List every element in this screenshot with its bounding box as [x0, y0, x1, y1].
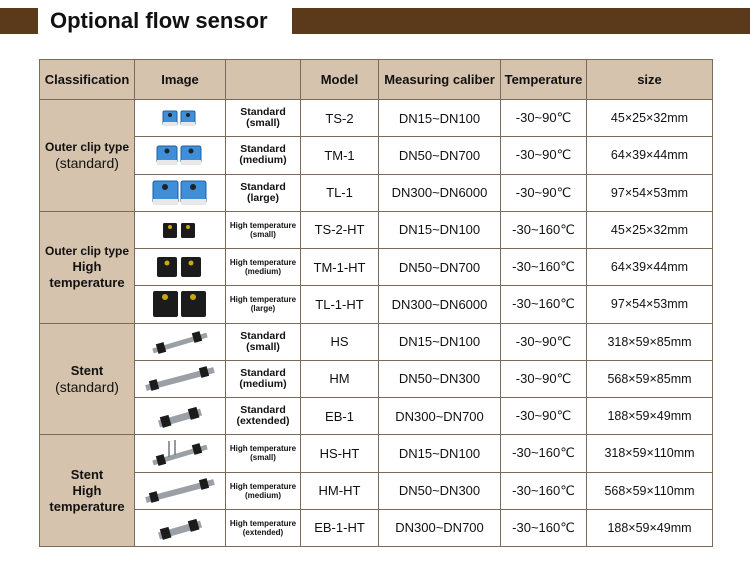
- variant-line2: (extended): [236, 415, 290, 428]
- size-cell: 45×25×32mm: [587, 100, 713, 137]
- page-title: Optional flow sensor: [50, 8, 268, 33]
- image-cell: [135, 211, 226, 248]
- model-cell: TM-1: [301, 137, 379, 174]
- image-cell: [135, 360, 226, 397]
- variant-line1: Standard: [240, 366, 286, 379]
- table-row: [40, 137, 713, 174]
- classification-line1: Stent: [70, 466, 104, 482]
- model-cell: HM: [301, 360, 379, 397]
- variant-line2: (extended): [242, 527, 284, 537]
- variant-line2: (medium): [239, 377, 287, 390]
- clip-sensor-pair-black-medium-icon: [154, 253, 206, 281]
- stent-rail-medium-icon: [142, 364, 218, 394]
- temperature-cell: -30~90℃: [501, 174, 587, 211]
- variant-cell: [226, 398, 301, 435]
- table-row: [40, 509, 713, 546]
- col-header-caliber: Measuring caliber: [379, 60, 501, 100]
- caliber-cell: DN300~DN6000: [379, 286, 501, 323]
- table-row: [40, 174, 713, 211]
- clip-sensor-pair-blue-small-icon: [160, 105, 200, 131]
- col-header-model: Model: [301, 60, 379, 100]
- classification-line2: High temperature: [49, 482, 125, 514]
- model-cell: EB-1: [301, 398, 379, 435]
- size-cell: 318×59×85mm: [587, 323, 713, 360]
- table-header-row: [40, 60, 713, 100]
- variant-line2: (small): [246, 340, 280, 353]
- col-header-classification: Classification: [40, 60, 135, 100]
- size-cell: 568×59×85mm: [587, 360, 713, 397]
- size-cell: 97×54×53mm: [587, 286, 713, 323]
- temperature-cell: -30~90℃: [501, 100, 587, 137]
- temperature-cell: -30~160℃: [501, 249, 587, 286]
- clip-sensor-pair-blue-medium-icon: [154, 141, 206, 169]
- size-cell: 568×59×110mm: [587, 472, 713, 509]
- variant-cell: [226, 174, 301, 211]
- variant-line2: (medium): [239, 154, 287, 167]
- variant-cell: [226, 323, 301, 360]
- variant-line2: (small): [250, 229, 276, 239]
- clip-sensor-pair-black-small-icon: [160, 217, 200, 243]
- classification-line1: Outer clip type: [44, 140, 130, 155]
- size-cell: 45×25×32mm: [587, 211, 713, 248]
- image-cell: [135, 435, 226, 472]
- col-header-size: size: [587, 60, 713, 100]
- variant-line1: Standard: [240, 106, 286, 119]
- variant-line2: (medium): [245, 267, 281, 277]
- image-cell: [135, 100, 226, 137]
- caliber-cell: DN15~DN100: [379, 435, 501, 472]
- variant-line1: High temperature: [229, 518, 297, 528]
- image-cell: [135, 398, 226, 435]
- size-cell: 64×39×44mm: [587, 137, 713, 174]
- col-header-variant: [226, 60, 301, 100]
- table-row: [40, 249, 713, 286]
- sensor-spec-table: [39, 59, 713, 547]
- stent-rail-extended-icon: [155, 402, 205, 430]
- classification-cell: [40, 211, 135, 323]
- caliber-cell: DN50~DN700: [379, 249, 501, 286]
- clip-sensor-pair-blue-large-icon: [151, 177, 209, 209]
- variant-line2: (large): [250, 304, 276, 314]
- table-row: [40, 211, 713, 248]
- model-cell: HS: [301, 323, 379, 360]
- variant-line2: (medium): [245, 490, 281, 500]
- image-cell: [135, 249, 226, 286]
- variant-cell: [226, 211, 301, 248]
- classification-line2: High temperature: [49, 259, 125, 291]
- clip-sensor-pair-black-large-icon: [151, 288, 209, 320]
- image-cell: [135, 137, 226, 174]
- size-cell: 318×59×110mm: [587, 435, 713, 472]
- classification-line1: Stent: [70, 362, 104, 378]
- variant-cell: [226, 100, 301, 137]
- variant-cell: [226, 472, 301, 509]
- model-cell: TL-1: [301, 174, 379, 211]
- table-row: [40, 360, 713, 397]
- temperature-cell: -30~90℃: [501, 137, 587, 174]
- header-bar-left: [0, 8, 38, 34]
- table-row: [40, 472, 713, 509]
- variant-line1: Standard: [240, 404, 286, 417]
- stent-rail-ht-extended-icon: [155, 514, 205, 542]
- caliber-cell: DN15~DN100: [379, 323, 501, 360]
- model-cell: TM-1-HT: [301, 249, 379, 286]
- stent-rail-ht-medium-icon: [142, 476, 218, 506]
- caliber-cell: DN50~DN300: [379, 360, 501, 397]
- variant-line1: Standard: [240, 180, 286, 193]
- variant-line2: (small): [246, 117, 280, 130]
- image-cell: [135, 174, 226, 211]
- variant-cell: [226, 137, 301, 174]
- variant-cell: [226, 435, 301, 472]
- classification-cell: [40, 323, 135, 435]
- model-cell: HS-HT: [301, 435, 379, 472]
- caliber-cell: DN15~DN100: [379, 100, 501, 137]
- size-cell: 188×59×49mm: [587, 509, 713, 546]
- model-cell: TL-1-HT: [301, 286, 379, 323]
- model-cell: EB-1-HT: [301, 509, 379, 546]
- temperature-cell: -30~90℃: [501, 323, 587, 360]
- caliber-cell: DN300~DN700: [379, 398, 501, 435]
- size-cell: 97×54×53mm: [587, 174, 713, 211]
- classification-cell: [40, 435, 135, 547]
- table-row: [40, 100, 713, 137]
- variant-line1: High temperature: [229, 444, 297, 454]
- classification-line2: (standard): [55, 378, 119, 395]
- model-cell: HM-HT: [301, 472, 379, 509]
- classification-line1: Outer clip type: [44, 244, 130, 259]
- model-cell: TS-2: [301, 100, 379, 137]
- image-cell: [135, 323, 226, 360]
- table-row: [40, 286, 713, 323]
- temperature-cell: -30~160℃: [501, 435, 587, 472]
- variant-cell: [226, 509, 301, 546]
- variant-line1: High temperature: [229, 481, 297, 491]
- variant-line1: Standard: [240, 143, 286, 156]
- caliber-cell: DN50~DN700: [379, 137, 501, 174]
- variant-line2: (large): [246, 191, 280, 204]
- image-cell: [135, 286, 226, 323]
- temperature-cell: -30~160℃: [501, 286, 587, 323]
- variant-line2: (small): [250, 453, 276, 463]
- header-bar-right: [292, 8, 750, 34]
- table-row: [40, 323, 713, 360]
- variant-cell: [226, 286, 301, 323]
- model-cell: TS-2-HT: [301, 211, 379, 248]
- variant-line1: High temperature: [229, 220, 297, 230]
- caliber-cell: DN300~DN700: [379, 509, 501, 546]
- size-cell: 64×39×44mm: [587, 249, 713, 286]
- variant-line1: High temperature: [229, 258, 297, 268]
- caliber-cell: DN15~DN100: [379, 211, 501, 248]
- caliber-cell: DN300~DN6000: [379, 174, 501, 211]
- image-cell: [135, 509, 226, 546]
- temperature-cell: -30~160℃: [501, 509, 587, 546]
- stent-rail-ht-small-icon: [149, 437, 211, 469]
- variant-cell: [226, 360, 301, 397]
- variant-cell: [226, 249, 301, 286]
- col-header-image: Image: [135, 60, 226, 100]
- temperature-cell: -30~160℃: [501, 211, 587, 248]
- temperature-cell: -30~90℃: [501, 360, 587, 397]
- image-cell: [135, 472, 226, 509]
- variant-line1: High temperature: [229, 295, 297, 305]
- variant-line1: Standard: [240, 329, 286, 342]
- temperature-cell: -30~90℃: [501, 398, 587, 435]
- col-header-temperature: Temperature: [501, 60, 587, 100]
- classification-line2: (standard): [55, 155, 119, 172]
- stent-rail-small-icon: [149, 327, 211, 357]
- caliber-cell: DN50~DN300: [379, 472, 501, 509]
- classification-cell: [40, 100, 135, 212]
- temperature-cell: -30~160℃: [501, 472, 587, 509]
- size-cell: 188×59×49mm: [587, 398, 713, 435]
- table-row: [40, 435, 713, 472]
- table-row: [40, 398, 713, 435]
